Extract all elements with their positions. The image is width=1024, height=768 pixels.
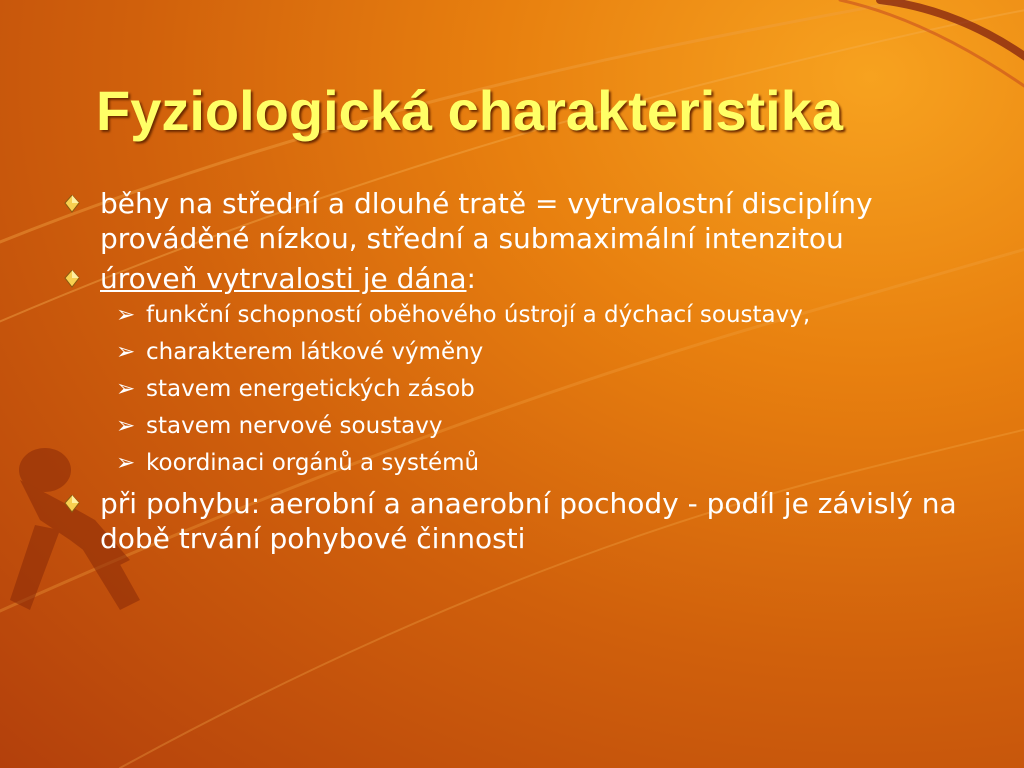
arrow-bullet-icon: ➢ [116, 413, 136, 439]
sub-bullet-list [108, 301, 962, 478]
gold-diamond-bullet-icon [64, 270, 80, 288]
arrow-bullet-icon: ➢ [116, 339, 136, 365]
gold-diamond-bullet-icon [64, 195, 80, 213]
sub-bullet-item [108, 338, 962, 367]
gold-diamond-bullet-icon [64, 495, 80, 513]
sub-bullet-text: charakterem látkové výměny [146, 339, 484, 365]
bullet-text-suffix: : [466, 262, 476, 295]
bullet-text: běhy na střední a dlouhé tratě = vytrvalostní disciplíny prováděné nízkou, střední a submaximální intenzitou [100, 187, 873, 255]
arrow-bullet-icon: ➢ [116, 450, 136, 476]
arrow-bullet-icon: ➢ [116, 302, 136, 328]
bullet-item-3 [62, 486, 962, 556]
bullet-item-2 [62, 261, 962, 296]
bullet-text-underlined: úroveň vytrvalosti je dána [100, 262, 467, 295]
sub-bullet-item [108, 449, 962, 478]
slide-title: Fyziologická charakteristika [96, 79, 844, 142]
sub-bullet-item [108, 375, 962, 404]
sub-bullet-text: funkční schopností oběhového ústrojí a dýchací soustavy, [146, 302, 811, 328]
arrow-bullet-icon: ➢ [116, 376, 136, 402]
sub-bullet-item [108, 412, 962, 441]
sub-bullet-item [108, 301, 962, 330]
bullet-list [62, 186, 962, 561]
bullet-item-1 [62, 186, 962, 256]
sub-bullet-text: stavem nervové soustavy [146, 413, 443, 439]
bullet-text: při pohybu: aerobní a anaerobní pochody - podíl je závislý na době trvání pohybové činnosti [100, 487, 957, 555]
sub-bullet-text: koordinaci orgánů a systémů [146, 450, 480, 476]
sub-bullet-text: stavem energetických zásob [146, 376, 475, 402]
